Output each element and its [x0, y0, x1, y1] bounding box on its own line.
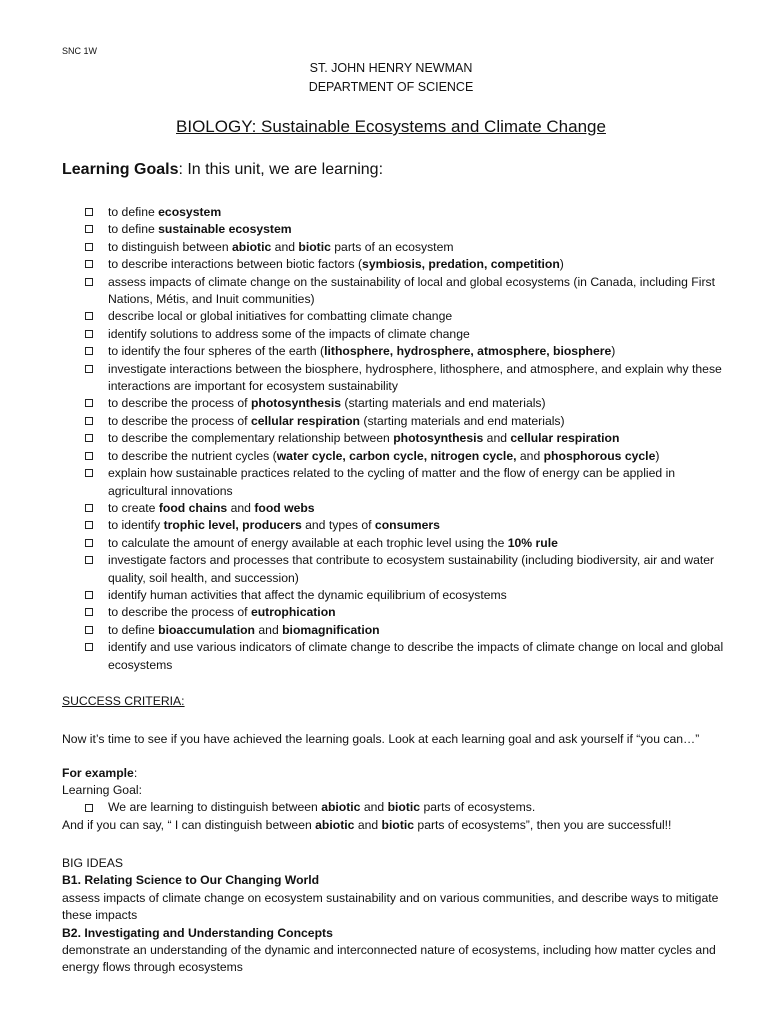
- text-run: to describe the process of: [108, 396, 251, 411]
- checkbox-icon[interactable]: [85, 539, 93, 547]
- learning-goal-item: [84, 395, 724, 412]
- checkbox-icon[interactable]: [85, 347, 93, 355]
- text-run: explain how sustainable practices related to the cycling of matter and the flow of energy can be applied in agricultural innovations: [108, 466, 676, 498]
- bold-term: bioaccumulation: [158, 622, 255, 637]
- text-run: to describe interactions between biotic factors (: [108, 257, 363, 272]
- bold-term: biotic: [381, 818, 415, 832]
- text-run: to define: [108, 205, 159, 219]
- learning-goal-item: [84, 221, 724, 238]
- text-run: to distinguish between: [108, 239, 232, 254]
- text-run: identify human activities that affect the dynamic equilibrium of ecosystems: [108, 587, 507, 602]
- bold-term: phosphorous cycle: [543, 448, 656, 463]
- b1-title-text: B1. Relating Science to Our Changing World: [62, 873, 320, 888]
- learning-goal-item: [84, 413, 724, 430]
- learning-goals-list: [84, 204, 724, 674]
- bold-term: symbiosis, predation, competition: [362, 257, 560, 272]
- text-run: ): [611, 344, 616, 359]
- success-criteria-heading: SUCCESS CRITERIA:: [62, 694, 185, 708]
- text-run: to define: [108, 622, 159, 637]
- checkbox-icon[interactable]: [85, 278, 93, 286]
- big-ideas-heading: BIG IDEAS: [62, 856, 123, 870]
- bold-term: abiotic: [315, 818, 355, 832]
- checkbox-icon[interactable]: [85, 225, 93, 233]
- bold-term: food chains: [158, 500, 228, 515]
- checkbox-icon[interactable]: [85, 208, 93, 216]
- bold-term: cellular respiration: [510, 431, 620, 446]
- success-criteria-intro: Now it’s time to see if you have achieved the learning goals. Look at each learning goal and ask yourself if “you can…”: [62, 732, 700, 746]
- bold-term: lithosphere, hydrosphere, atmosphere, biosphere: [324, 344, 612, 359]
- bold-term: photosynthesis: [250, 396, 342, 411]
- learning-goal-item: [84, 552, 724, 587]
- text-run: to describe the process of: [108, 605, 251, 620]
- learning-goal-item: [84, 274, 724, 309]
- learning-goal-item: [84, 256, 724, 273]
- bold-term: food webs: [254, 500, 315, 515]
- example-heading: [62, 765, 722, 782]
- learning-goal-item: [84, 587, 724, 604]
- text-run: (starting materials and end materials): [360, 413, 565, 428]
- text-run: to calculate the amount of energy available at each trophic level using the: [108, 535, 508, 550]
- bold-term: biomagnification: [282, 622, 380, 637]
- text-run: ): [559, 257, 564, 272]
- bold-term: trophic level, producers: [163, 518, 302, 533]
- checkbox-icon[interactable]: [85, 365, 93, 373]
- learning-goal-item: [84, 500, 724, 517]
- text-run: to create: [108, 500, 159, 515]
- learning-goals-label: Learning Goals: [62, 161, 179, 178]
- learning-goal-item: [84, 535, 724, 552]
- bold-term: abiotic: [321, 800, 361, 814]
- text-run: to define: [108, 222, 159, 237]
- text-run: assess impacts of climate change on the sustainability of local and global ecosystems (in Canada, including First Nations, Métis, and Inuit communities): [108, 274, 715, 307]
- text-run: We are learning to distinguish between: [108, 800, 322, 814]
- text-run: investigate interactions between the biosphere, hydrosphere, lithosphere, and atmosphere, and explain why these interactions are important for ecosystem sustainability: [108, 361, 722, 394]
- department-name: DEPARTMENT OF SCIENCE: [308, 80, 474, 94]
- text-run: and: [360, 800, 388, 814]
- learning-goal-item: [84, 239, 724, 256]
- checkbox-icon[interactable]: [85, 312, 93, 320]
- text-run: parts of ecosystems.: [420, 800, 536, 814]
- text-run: investigate factors and processes that contribute to ecosystem sustainability (including biodiversity, air and water quality, soil health, and succession): [108, 553, 715, 585]
- learning-goal-label: Learning Goal:: [62, 783, 142, 798]
- learning-goal-item: [84, 604, 724, 621]
- bold-term: 10% rule: [507, 535, 558, 550]
- learning-goal-item: [84, 343, 724, 360]
- checkbox-icon[interactable]: [85, 243, 93, 251]
- bold-term: biotic: [387, 800, 421, 814]
- checkbox-icon[interactable]: [85, 399, 93, 407]
- learning-goal-item: [84, 622, 724, 639]
- example-block: [62, 765, 722, 800]
- text-run: ): [655, 448, 660, 463]
- checkbox-icon[interactable]: [85, 626, 93, 634]
- example-goal-item: [84, 800, 535, 814]
- learning-goal-item: [84, 465, 724, 500]
- text-run: to describe the nutrient cycles (: [108, 448, 277, 463]
- checkbox-icon[interactable]: [85, 260, 93, 268]
- example-label: For example: [62, 766, 134, 780]
- checkbox-icon[interactable]: [85, 556, 93, 564]
- checkbox-icon[interactable]: [85, 469, 93, 477]
- learning-goal-item: [84, 448, 724, 465]
- checkbox-icon[interactable]: [85, 643, 93, 651]
- text-run: parts of ecosystems”, then you are successful!!: [414, 818, 672, 832]
- text-run: describe local or global initiatives for combatting climate change: [108, 309, 453, 324]
- b1-text: assess impacts of climate change on ecosystem sustainability and on various communities, and describe ways to mitigate these impacts: [62, 890, 719, 923]
- checkbox-icon[interactable]: [85, 434, 93, 442]
- text-run: identify solutions to address some of the impacts of climate change: [108, 326, 470, 341]
- text-run: and types of: [301, 518, 375, 533]
- bold-term: eutrophication: [250, 605, 336, 620]
- learning-goal-item: [84, 204, 724, 221]
- text-run: And if you can say, “ I can distinguish between: [62, 818, 316, 832]
- big-ideas-section: [62, 855, 722, 977]
- bold-term: water cycle, carbon cycle, nitrogen cycle,: [276, 448, 517, 463]
- bold-term: photosynthesis: [393, 431, 484, 446]
- checkbox-icon[interactable]: [85, 417, 93, 425]
- text-run: (starting materials and end materials): [341, 396, 546, 411]
- checkbox-icon[interactable]: [85, 330, 93, 338]
- text-run: and: [255, 622, 283, 637]
- document-title: BIOLOGY: Sustainable Ecosystems and Climate Change: [176, 117, 606, 136]
- text-run: and: [483, 431, 511, 446]
- text-run: identify and use various indicators of climate change to describe the impacts of climate change on local and global ecosystems: [108, 640, 724, 672]
- text-run: and: [516, 448, 544, 463]
- b2-title-text: B2. Investigating and Understanding Concepts: [62, 925, 333, 940]
- text-run: to identify the four spheres of the earth (: [108, 344, 325, 359]
- checkbox-icon[interactable]: [85, 608, 93, 616]
- success-conclusion: [62, 817, 722, 834]
- text-run: to identify: [108, 518, 164, 533]
- learning-goal-item: [84, 361, 724, 396]
- text-run: to describe the complementary relationship between: [108, 431, 394, 446]
- school-name: ST. JOHN HENRY NEWMAN: [309, 61, 473, 75]
- learning-goals-heading: [62, 161, 383, 179]
- bold-term: consumers: [374, 518, 440, 533]
- checkbox-icon[interactable]: [85, 804, 93, 812]
- learning-goal-item: [84, 326, 724, 343]
- example-goal-text: [108, 800, 535, 814]
- bold-term: ecosystem: [158, 205, 222, 219]
- text-run: and: [354, 818, 382, 832]
- example-colon: :: [133, 766, 138, 780]
- learning-goals-intro: : In this unit, we are learning:: [178, 161, 384, 178]
- bold-term: sustainable ecosystem: [158, 222, 292, 237]
- bold-term: biotic: [298, 239, 331, 254]
- bold-term: cellular respiration: [250, 413, 361, 428]
- learning-goal-item: [84, 308, 724, 325]
- bold-term: abiotic: [232, 239, 272, 254]
- checkbox-icon[interactable]: [85, 452, 93, 460]
- text-run: to describe the process of: [108, 413, 251, 428]
- b1-title: [62, 872, 722, 889]
- checkbox-icon[interactable]: [85, 521, 93, 529]
- text-run: and: [271, 239, 299, 254]
- course-code: SNC 1W: [62, 46, 98, 56]
- checkbox-icon[interactable]: [85, 591, 93, 599]
- b2-title: [62, 925, 722, 942]
- text-run: and: [227, 500, 255, 515]
- learning-goal-item: [84, 430, 724, 447]
- checkbox-icon[interactable]: [85, 504, 93, 512]
- text-run: parts of an ecosystem: [330, 239, 454, 254]
- b2-text: demonstrate an understanding of the dynamic and interconnected nature of ecosystems, including how matter cycles and energy flows through ecosystems: [62, 943, 716, 975]
- learning-goal-item: [84, 517, 724, 534]
- learning-goal-item: [84, 639, 724, 674]
